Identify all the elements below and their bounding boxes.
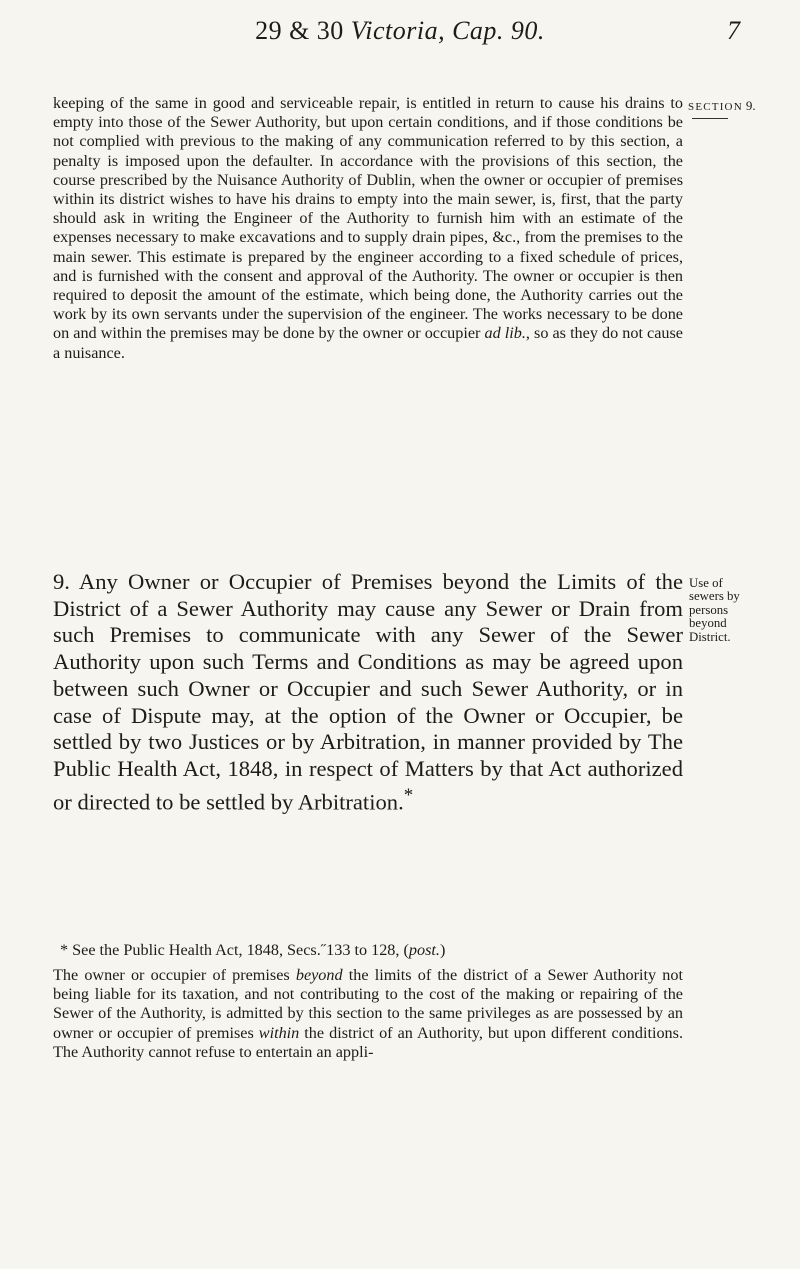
side-note bbox=[689, 577, 751, 644]
footnote: * See the Public Health Act, 1848, Secs.˝133 to 128, (post.) bbox=[60, 941, 446, 959]
side-note-line: Use of bbox=[689, 576, 723, 590]
footnote-marker: * bbox=[403, 784, 414, 806]
side-note-line: beyond bbox=[689, 616, 727, 631]
section-marker bbox=[688, 98, 768, 114]
commentary-paragraph-2: The owner or occupier of premises beyond the limits of the district of a Sewer Authority not being liable for its taxation, and not contributing to the cost of the making or repairing of the Sewer of the Authority, is admitted by this section to the same privileges as are possessed by an owner or occupier of premises within the district of an Authority, but upon different conditions. The Authority cannot refuse to entertain an appli- bbox=[53, 966, 684, 1061]
side-note-line: sewers by bbox=[689, 589, 740, 604]
page-number: 7 bbox=[727, 16, 740, 45]
side-note-line: District. bbox=[689, 629, 731, 644]
commentary-paragraph: keeping of the same in good and serviceable repair, is entitled in return to cause his drains to empty into those of the Sewer Authority, but upon certain conditions, and if those conditions be not complied with previous to the making of any communication referred to by this section, a penalty is imposed upon the defaulter. In accordance with the provisions of this section, the course prescribed by the Nuisance Authority of Dublin, when the owner or occupier of premises within its district wishes to have his drains to empty into the main sewer, is, first, that the party should ask in writing the Engineer of the Authority to furnish him with an estimate of the expenses necessary to make excavations and to supply drain pipes, &c., from the premises to the main sewer. This estimate is prepared by the engineer according to a fixed schedule of prices, and is furnished with the consent and approval of the Authority. The owner or occupier is then required to deposit the amount of the estimate, which being done, the Authority carries out the work by its own servants under the supervision of the engineer. The works necessary to be done on and within the premises may be done by the owner or occupier ad lib., so as they do not cause a nuisance. bbox=[53, 94, 683, 362]
section-label: SECTION bbox=[688, 101, 743, 113]
page-header bbox=[60, 16, 740, 52]
section-number: 9. bbox=[745, 98, 756, 113]
running-title: 29 & 30 Victoria, Cap. 90. bbox=[255, 16, 545, 45]
side-note-line: persons bbox=[689, 602, 729, 617]
statute-section-9: 9. Any Owner or Occupier of Premises beyond the Limits of the District of a Sewer Authority may cause any Sewer or Drain from such Premises to communicate with any Sewer of the Sewer Authority upon such Terms and Conditions as may be agreed upon between such Owner or Occupier and such Sewer Authority, or in case of Dispute may, at the option of the Owner or Occupier, be settled by two Justices or by Arbitration, in manner provided by The Public Health Act, 1848, in respect of Matters by that Act authorized or directed to be settled by Arbitration.* bbox=[53, 569, 683, 815]
section-divider bbox=[692, 118, 728, 119]
